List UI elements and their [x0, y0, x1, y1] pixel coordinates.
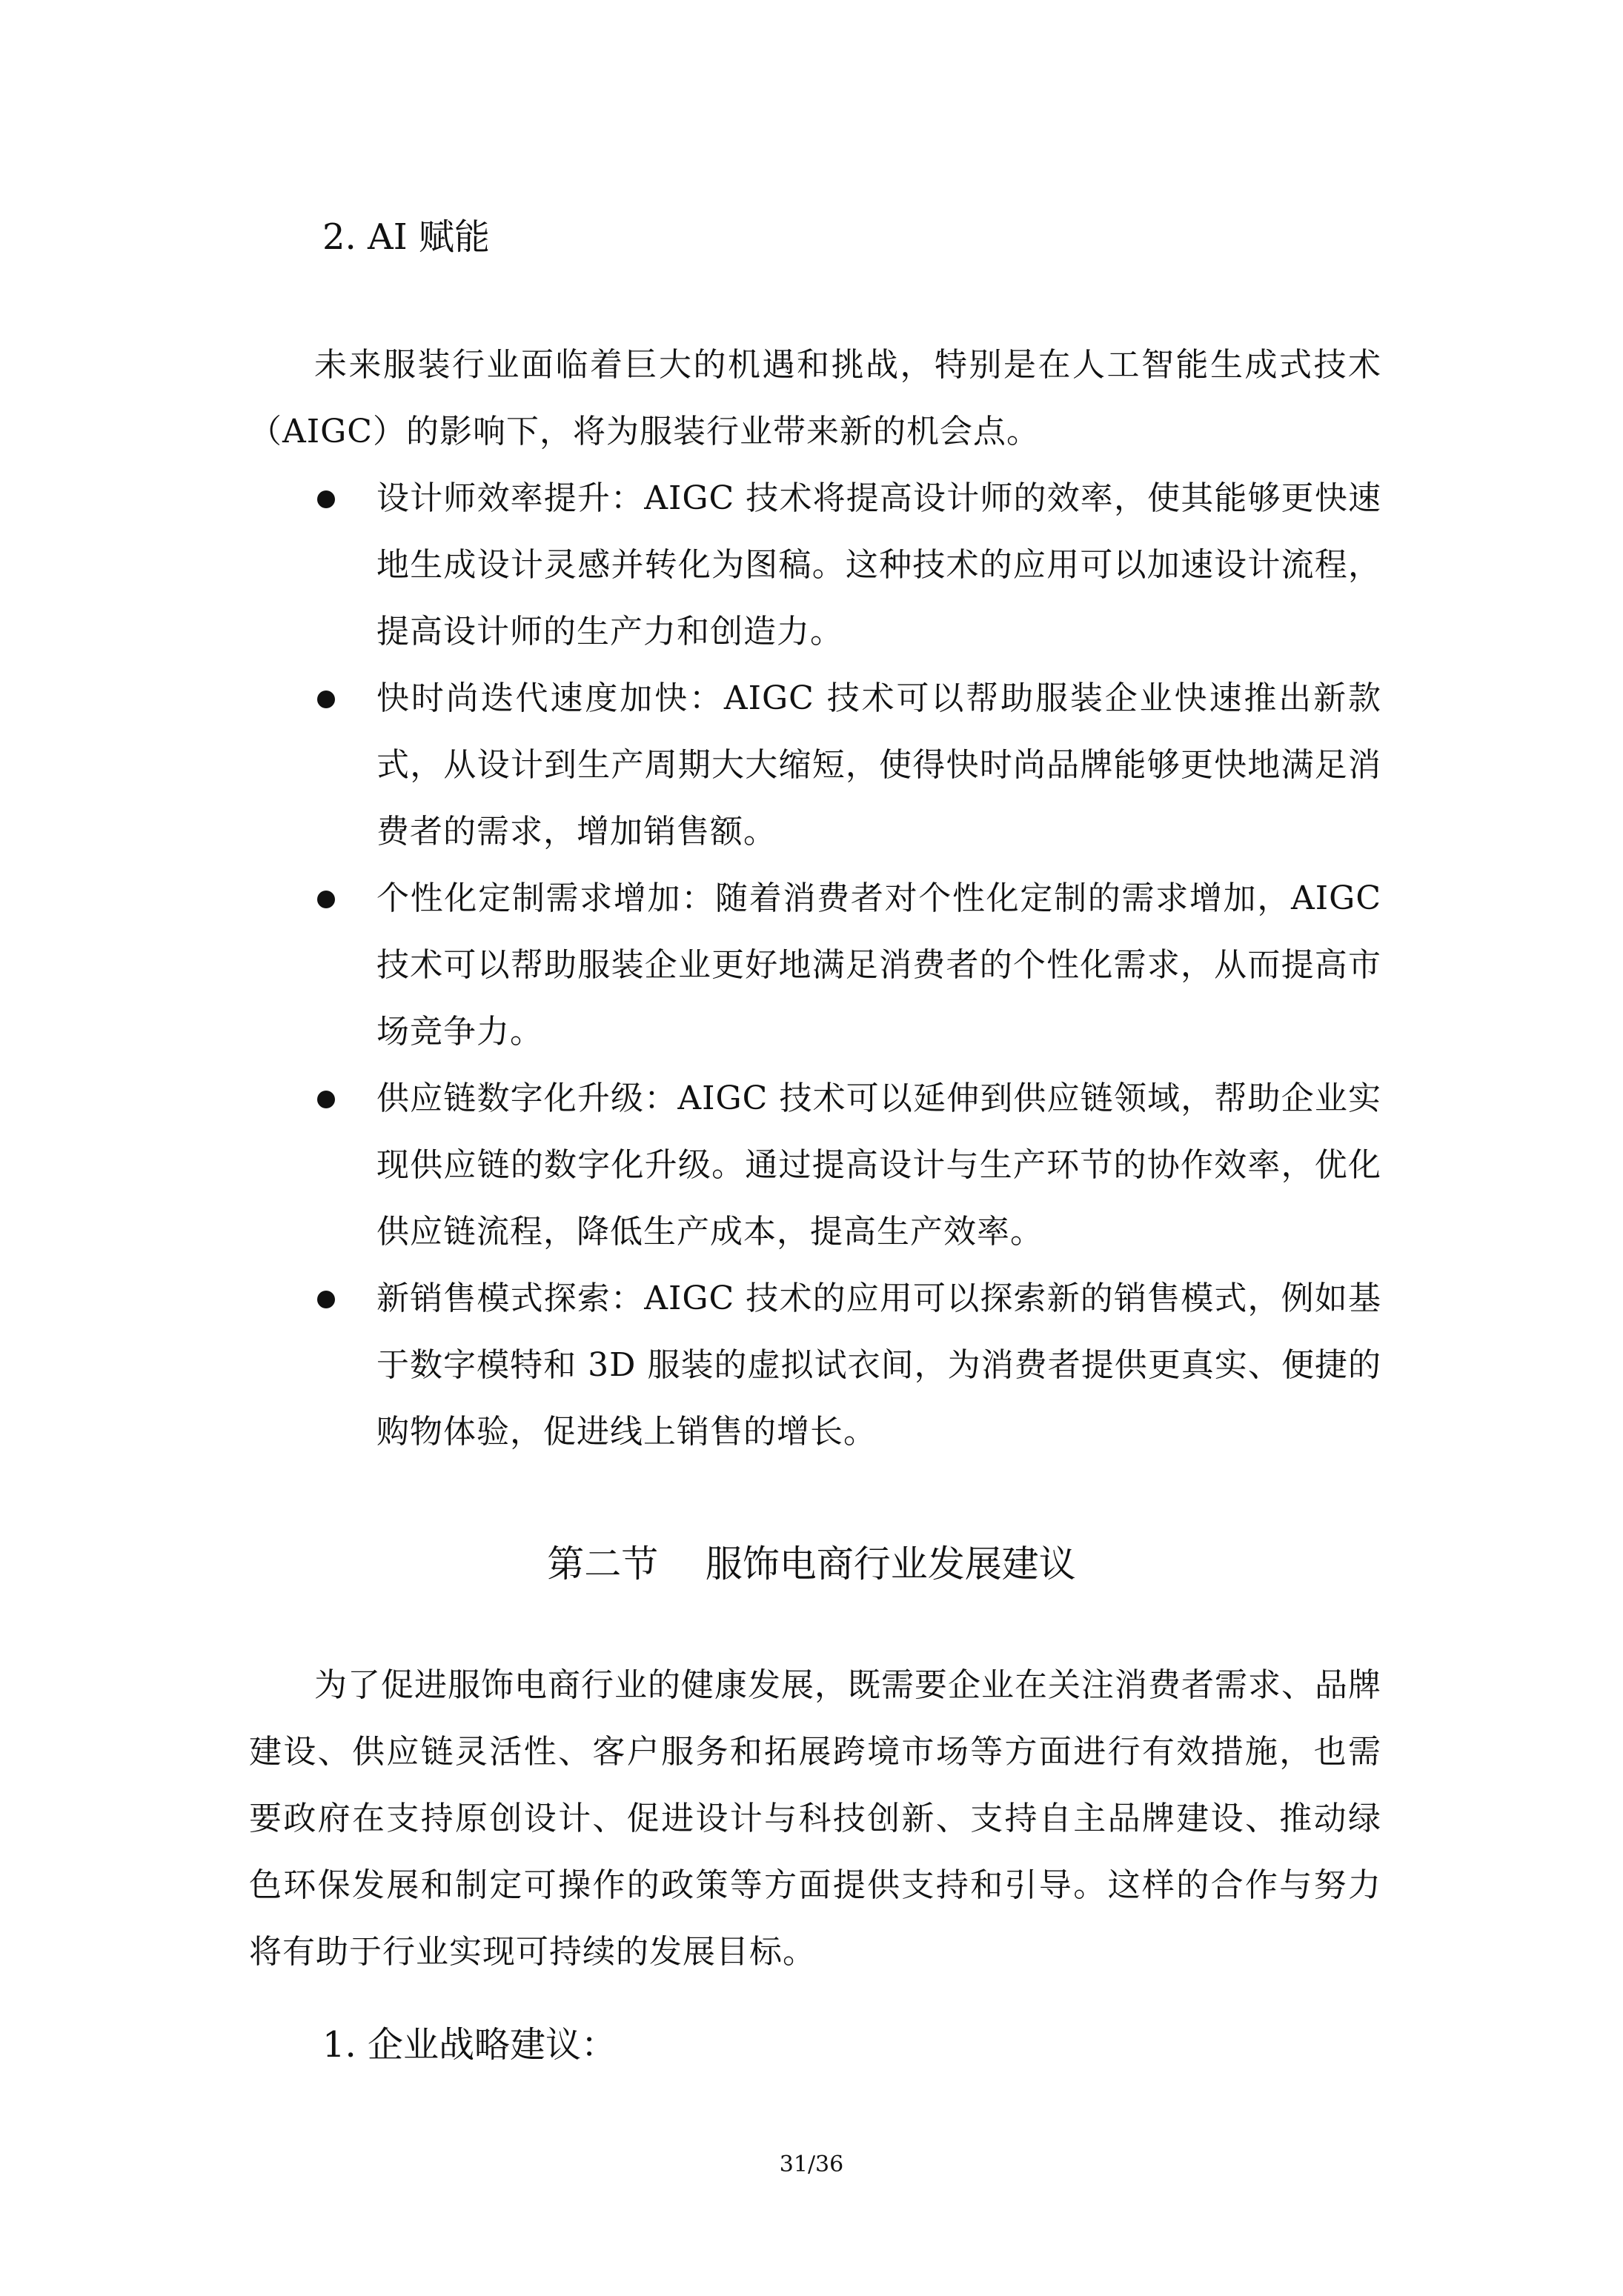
bullet-list — [249, 465, 1381, 1465]
bullet-text: 新销售模式探索：AIGC 技术的应用可以探索新的销售模式，例如基于数字模特和 3D 服装的虚拟试衣间，为消费者提供更真实、便捷的购物体验，促进线上销售的增长。 — [376, 1280, 1381, 1451]
bullet-dot-icon — [317, 490, 335, 508]
bullet-item-fast-fashion — [249, 665, 1381, 865]
bullet-text: 供应链数字化升级：AIGC 技术可以延伸到供应链领域，帮助企业实现供应链的数字化升级。通过提高设计与生产环节的协作效率，优化供应链流程，降低生产成本，提高生产效率。 — [376, 1079, 1381, 1251]
bullet-item-personalization — [249, 865, 1381, 1065]
bullet-dot-icon — [317, 1091, 335, 1108]
heading-strategy: 1. 企业战略建议： — [322, 2024, 617, 2066]
page-number: 31/36 — [779, 2152, 844, 2177]
bullet-text: 个性化定制需求增加：随着消费者对个性化定制的需求增加，AIGC 技术可以帮助服装企业更好地满足消费者的个性化需求，从而提高市场竞争力。 — [376, 879, 1381, 1051]
bullet-dot-icon — [317, 691, 335, 708]
bullet-item-designer-efficiency — [249, 465, 1381, 665]
bullet-text: 快时尚迭代速度加快：AIGC 技术可以帮助服装企业快速推出新款式，从设计到生产周期大大缩短，使得快时尚品牌能够更快地满足消费者的需求，增加销售额。 — [376, 679, 1381, 851]
heading-ai-empowerment: 2. AI 赋能 — [322, 216, 490, 258]
intro-paragraph: 未来服装行业面临着巨大的机遇和挑战，特别是在人工智能生成式技术（AIGC）的影响下，将为服装行业带来新的机会点。 — [249, 346, 1381, 450]
section-title: 第二节 服饰电商行业发展建议 — [547, 1543, 1076, 1585]
bullet-dot-icon — [317, 1291, 335, 1308]
bullet-text: 设计师效率提升：AIGC 技术将提高设计师的效率，使其能够更快速地生成设计灵感并转化为图稿。这种技术的应用可以加速设计流程，提高设计师的生产力和创造力。 — [376, 479, 1381, 650]
bullet-item-new-sales-models — [249, 1265, 1381, 1465]
bullet-item-supply-chain — [249, 1065, 1381, 1265]
closing-paragraph: 为了促进服饰电商行业的健康发展，既需要企业在关注消费者需求、品牌建设、供应链灵活性、客户服务和拓展跨境市场等方面进行有效措施，也需要政府在支持原创设计、促进设计与科技创新、支持自主品牌建设、推动绿色环保发展和制定可操作的政策等方面提供支持和引导。这样的合作与努力将有助于行业实现可持续的发展目标。 — [249, 1666, 1381, 1971]
bullet-dot-icon — [317, 891, 335, 908]
